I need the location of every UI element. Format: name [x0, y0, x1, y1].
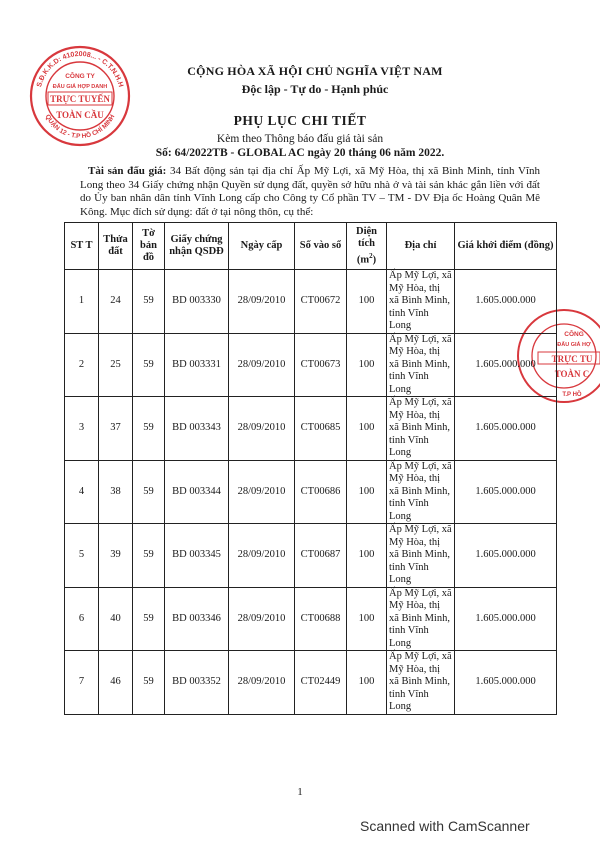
- table-cell: 59: [133, 460, 165, 524]
- national-header: [170, 64, 460, 97]
- header-dia-chi: Địa chỉ: [387, 223, 455, 270]
- table-cell: BD 003352: [165, 651, 229, 715]
- header-ngay-cap: Ngày cấp: [229, 223, 295, 270]
- table-cell: 100: [347, 270, 387, 334]
- table-cell: CT00685: [295, 397, 347, 461]
- table-cell: 2: [65, 333, 99, 397]
- table-cell: Ấp Mỹ Lợi, xã Mỹ Hòa, thị xã Bình Minh, tỉnh Vĩnh Long: [387, 270, 455, 334]
- table-cell: CT00688: [295, 587, 347, 651]
- table-row: [65, 524, 557, 588]
- table-cell: 28/09/2010: [229, 524, 295, 588]
- table-cell: 1.605.000.000: [455, 333, 557, 397]
- table-cell: 1.605.000.000: [455, 587, 557, 651]
- table-cell: 1.605.000.000: [455, 270, 557, 334]
- page-number: 1: [297, 786, 303, 798]
- table-cell: 6: [65, 587, 99, 651]
- header-stt: ST T: [65, 223, 99, 270]
- table-cell: 100: [347, 460, 387, 524]
- header-giay-chung-nhan: Giấy chứng nhận QSDĐ: [165, 223, 229, 270]
- header-gia-khoi-diem: Giá khởi điểm (đồng): [455, 223, 557, 270]
- partial-seal-line4: TOÀN C: [554, 369, 590, 379]
- table-cell: 28/09/2010: [229, 460, 295, 524]
- document-subtitle: Kèm theo Thông báo đấu giá tài sản: [216, 133, 384, 145]
- table-cell: 1.605.000.000: [455, 460, 557, 524]
- intro-paragraph: [80, 165, 540, 219]
- table-cell: 100: [347, 524, 387, 588]
- table-cell: CT00672: [295, 270, 347, 334]
- table-cell: BD 003344: [165, 460, 229, 524]
- partial-seal-line3: TRỰC TU: [551, 354, 593, 364]
- table-cell: 59: [133, 333, 165, 397]
- document-reference: Số: 64/2022TB - GLOBAL AC ngày 20 tháng 06 năm 2022.: [155, 147, 445, 159]
- table-cell: 24: [99, 270, 133, 334]
- table-cell: CT00673: [295, 333, 347, 397]
- table-cell: 59: [133, 524, 165, 588]
- document-title: PHỤ LỤC CHI TIẾT: [233, 113, 367, 128]
- table-cell: 7: [65, 651, 99, 715]
- table-cell: 28/09/2010: [229, 270, 295, 334]
- table-row: [65, 651, 557, 715]
- table-cell: Ấp Mỹ Lợi, xã Mỹ Hòa, thị xã Bình Minh, tỉnh Vĩnh Long: [387, 460, 455, 524]
- table-cell: 3: [65, 397, 99, 461]
- table-cell: BD 003331: [165, 333, 229, 397]
- table-cell: 46: [99, 651, 133, 715]
- table-cell: Ấp Mỹ Lợi, xã Mỹ Hòa, thị xã Bình Minh, tỉnh Vĩnh Long: [387, 651, 455, 715]
- seal-line4: TOÀN CẦU: [56, 110, 104, 120]
- table-cell: 1.605.000.000: [455, 397, 557, 461]
- table-cell: 100: [347, 397, 387, 461]
- table-cell: 28/09/2010: [229, 651, 295, 715]
- seal-ring-text: S.Đ.K.K.D: 4102008... - C.T.N.H.H: [36, 50, 124, 88]
- table-cell: 28/09/2010: [229, 587, 295, 651]
- table-cell: 59: [133, 587, 165, 651]
- table-cell: 37: [99, 397, 133, 461]
- table-cell: 1: [65, 270, 99, 334]
- header-dien-tich: Diện tích $(m^2)$: [347, 223, 387, 270]
- table-cell: 100: [347, 333, 387, 397]
- seal-bottom-text: QUẬN 12 - T.P HỒ CHÍ MINH: [43, 113, 117, 141]
- table-row: [65, 270, 557, 334]
- table-cell: 5: [65, 524, 99, 588]
- table-cell: 1.605.000.000: [455, 651, 557, 715]
- header-to-ban-do: Tờ bản đồ: [133, 223, 165, 270]
- table-cell: BD 003330: [165, 270, 229, 334]
- intro-text: 34 Bất động sản tại địa chỉ Ấp Mỹ Lợi, xã Mỹ Hòa, thị xã Bình Minh, tỉnh Vĩnh Long theo 34 Giấy chứng nhận Quyền sử dụng đất, quyền sở hữu nhà ở và tài sản khác gắn liền với đất do Ủy ban nhân dân tỉnh Vĩnh Long cấp cho Công ty Cổ phần TV – TM - DV Địa ốc Hoàng Quân Mê Kông. Mục đích sử dụng: đất ở tại nông thôn, cụ thể:: [80, 165, 541, 218]
- table-cell: Ấp Mỹ Lợi, xã Mỹ Hòa, thị xã Bình Minh, tỉnh Vĩnh Long: [387, 397, 455, 461]
- intro-label: Tài sản đấu giá:: [88, 165, 167, 177]
- table-cell: 38: [99, 460, 133, 524]
- table-row: [65, 587, 557, 651]
- table-row: [65, 460, 557, 524]
- table-row: [65, 397, 557, 461]
- table-cell: 1.605.000.000: [455, 524, 557, 588]
- header-so-vao-so: Số vào sổ: [295, 223, 347, 270]
- table-cell: CT02449: [295, 651, 347, 715]
- table-cell: BD 003343: [165, 397, 229, 461]
- table-cell: Ấp Mỹ Lợi, xã Mỹ Hòa, thị xã Bình Minh, tỉnh Vĩnh Long: [387, 333, 455, 397]
- table-cell: BD 003346: [165, 587, 229, 651]
- property-table: [64, 222, 557, 715]
- table-cell: CT00687: [295, 524, 347, 588]
- table-cell: Ấp Mỹ Lợi, xã Mỹ Hòa, thị xã Bình Minh, tỉnh Vĩnh Long: [387, 524, 455, 588]
- scanner-watermark: Scanned with CamScanner: [360, 818, 530, 834]
- table-cell: CT00686: [295, 460, 347, 524]
- table-row: [65, 333, 557, 397]
- seal-line2: ĐẤU GIÁ HỢP DANH: [52, 84, 108, 90]
- partial-seal-line1: CÔNG: [564, 331, 584, 338]
- seal-line3: TRỰC TUYẾN: [50, 94, 110, 104]
- table-cell: 28/09/2010: [229, 397, 295, 461]
- table-cell: Ấp Mỹ Lợi, xã Mỹ Hòa, thị xã Bình Minh, tỉnh Vĩnh Long: [387, 587, 455, 651]
- table-cell: 59: [133, 270, 165, 334]
- table-cell: 40: [99, 587, 133, 651]
- table-cell: BD 003345: [165, 524, 229, 588]
- table-cell: 25: [99, 333, 133, 397]
- table-cell: 100: [347, 651, 387, 715]
- table-cell: 28/09/2010: [229, 333, 295, 397]
- national-motto: CỘNG HÒA XÃ HỘI CHỦ NGHĨA VIỆT NAM: [187, 64, 443, 78]
- partial-seal-bottom: T.P HỒ: [562, 392, 582, 398]
- table-header-row: [65, 223, 557, 270]
- table-cell: 59: [133, 397, 165, 461]
- table-cell: 4: [65, 460, 99, 524]
- seal-line1: CÔNG TY: [65, 73, 95, 80]
- partial-seal-line2: ĐẤU GIÁ HỢ: [557, 342, 591, 348]
- table-cell: 39: [99, 524, 133, 588]
- header-thua-dat: Thửa đất: [99, 223, 133, 270]
- national-slogan: Độc lập - Tự do - Hạnh phúc: [241, 82, 389, 96]
- table-cell: 59: [133, 651, 165, 715]
- table-cell: 100: [347, 587, 387, 651]
